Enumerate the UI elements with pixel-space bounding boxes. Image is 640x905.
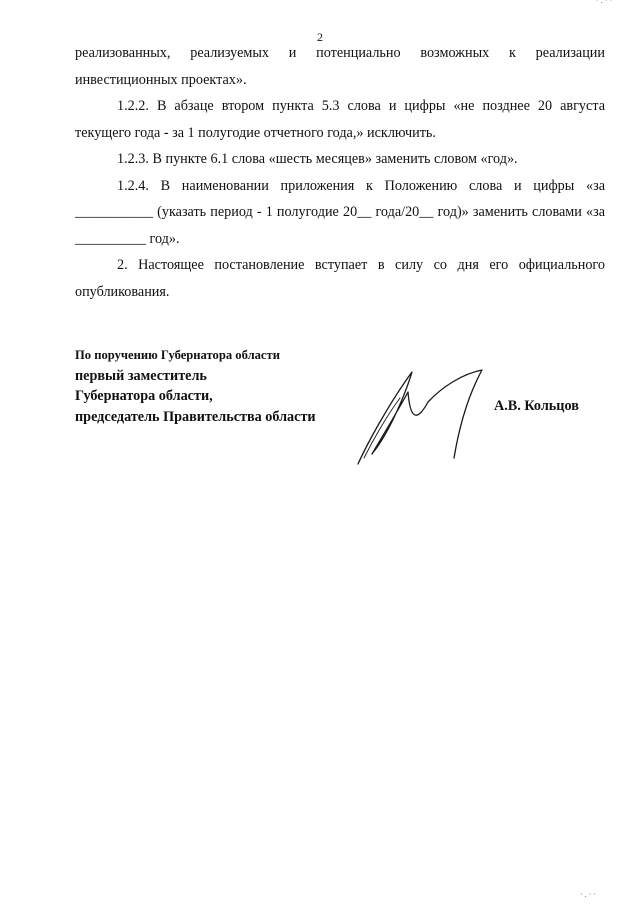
scan-mark: · . · · [580,890,596,899]
signatory-authority-line: По поручению Губернатора области [75,348,280,362]
signatory-title-line-1: первый заместитель [75,367,207,384]
document-body [75,40,605,305]
paragraph-1-2-3: 1.2.3. В пункте 6.1 слова «шесть месяцев» заменить словом «год». [117,151,518,167]
page-number: 2 [317,30,323,44]
paragraph-continuation: реализованных, реализуемых и потенциально возможных к реализации инвестиционных проектах». [75,45,605,88]
handwritten-signature [350,362,490,472]
scan-mark: · . · · [596,0,612,5]
signer-name: А.В. Кольцов [494,398,579,414]
signatory-title-line-2: Губернатора области, [75,388,213,404]
paragraph-1-2-4: 1.2.4. В наименовании приложения к Положению слова и цифры «за ___________ (указать период - 1 полугодие 20__ года/20__ год)» заменить словами «за __________ год». [75,177,605,247]
paragraph-1-2-2: 1.2.2. В абзаце втором пункта 5.3 слова и цифры «не позднее 20 августа текущего года - за 1 полугодие отчетного года,» исключить. [75,98,605,141]
signature-block [75,345,375,427]
signatory-title-line-3: председатель Правительства области [75,408,316,425]
paragraph-2: 2. Настоящее постановление вступает в силу со дня его официального опубликования. [75,257,605,300]
